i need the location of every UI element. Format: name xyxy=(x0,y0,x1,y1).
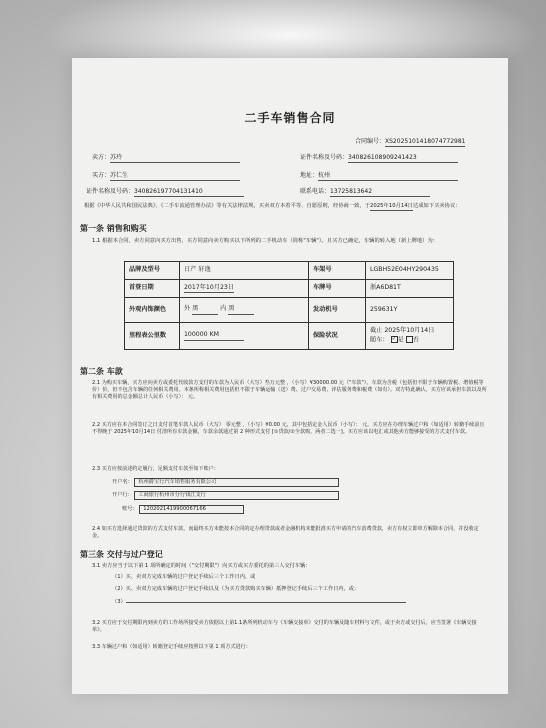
reg-date-value: 2017年10月23日 xyxy=(184,284,234,293)
mileage-value: 100000 KM xyxy=(184,331,244,340)
clause-3-1-c-blank[interactable] xyxy=(126,602,406,603)
insurance-label: 保险状况 xyxy=(309,323,366,350)
clause-3-1-c xyxy=(112,599,406,606)
color-label: 外观内饰颜色 xyxy=(125,298,180,323)
address-label: 地址： xyxy=(300,172,319,179)
buyer-id-value: 340826197704131410 xyxy=(134,188,244,197)
sign-date: 2025年10月14日 xyxy=(370,203,413,211)
inner-color: 黑 xyxy=(228,305,254,314)
vin-value: LGBH52E04HY290435 xyxy=(366,262,454,280)
bank-branch-row xyxy=(112,491,339,500)
reg-date-cell xyxy=(180,280,309,298)
clause-3-3: 3.3 车辆过户和（如适用）转籍登记手续应按照以下第 1 项方式进行： xyxy=(92,644,251,650)
clause-3-1-a: （1）买、卖双方完成车辆的过户登记手续后三个工作日内，或 xyxy=(112,574,256,580)
clause-1-1: 1.1 根据本合同，卖方同意向买方出售、买方同意向卖方购买以下所列的二手机动车（简称"车辆"）。且买方已确定，车辆的转入地（新上牌地）为： xyxy=(92,238,439,244)
insurance-cell xyxy=(366,323,454,350)
follow-yes-checkbox[interactable]: ✓ xyxy=(391,335,397,342)
clause-2-4: 2.4 如买方选择通过贷款的方式支付车款，而最终买方未能按本合同的定办理贷款或者金融机构未能批准买方申请的汽车消费贷款，卖方有权立即单方解除本合同，并没收定金。 xyxy=(92,526,479,539)
phone-row xyxy=(300,188,430,197)
seller-id-value: 340826108909241423 xyxy=(348,154,458,163)
contract-number-label: 合同编号： xyxy=(355,138,386,145)
seller-id-label: 证件名称及号码： xyxy=(300,154,349,161)
bank-holder-row xyxy=(112,478,339,487)
follow-yes-label: 是 xyxy=(397,336,404,344)
outer-label: 外 xyxy=(184,305,191,313)
buyer-name: 苏仁生 xyxy=(110,172,240,181)
plate-value: 浙A6D81T xyxy=(366,280,454,298)
bank-branch-value: 工商银行杭州市分行钱江支行 xyxy=(134,491,339,500)
engine-value: 259631Y xyxy=(366,298,454,323)
buyer-label: 买方： xyxy=(92,172,111,179)
seller-row xyxy=(92,154,240,163)
bank-branch-label: 开户行： xyxy=(112,492,133,498)
intro-tail: 达成如下买卖协议： xyxy=(412,203,461,209)
contract-number-value: XS2025101418074772981 xyxy=(385,138,465,147)
clause-2-2: 2.2 买方应在本合同签订之日支付首笔车款人民币（大写） 零元整 ，（小写）¥0.00 元，其中包括定金人民币（小写）： 元。买方应在办理车辆过户和（如适用）转籍手续前且不得晚于 2025年10月14日 付清所有车款金额，车款余款通过第 2 种形式支付 [①贷款/②全款购，两者二选一]。买方应该以电汇或其他卖方能够接受的方式支付车款。 xyxy=(92,422,485,435)
buyer-id-row xyxy=(86,188,244,197)
address-value: 杭州 xyxy=(318,172,458,181)
phone-label: 联系电话： xyxy=(300,188,331,195)
plate-label: 车牌号 xyxy=(309,280,366,298)
color-cell xyxy=(180,298,309,323)
buyer-id-label: 证件名称及号码： xyxy=(86,188,135,195)
intro-paragraph xyxy=(84,203,484,211)
clause-3-1: 3.1 卖方应当于以下第 1 项所确定的时间（"交付期限"）向买方或买方委托的第三人交付车辆： xyxy=(92,563,311,569)
mileage-cell xyxy=(180,323,309,350)
engine-label: 发动机号 xyxy=(309,298,366,323)
intro-text: 根据《中华人民共和国民法典》、《二手车流通管理办法》等有关法律法规，买卖双方本着平等、自愿原则，经协商一致，于 xyxy=(84,203,371,209)
clause-2-1: 2.1 为购买车辆，买方应向卖方或委托代收款方支付的车款为人民币（大写）叁万元整 ，（小写）¥30000.00 元（"车款"）。车款为含税（包括但不限于车辆购置税、增值税等价）价，但不包含车辆的任何相关费用。本条所称相关费用包括但不限于车辆运输（送）费、过户交易费、评估服务费和税费（如有）。双方特此确认，买方应该承担车款以及所有相关费用的总金额总计人民币（小写）： 元。 xyxy=(92,380,487,400)
section-3-title: 第三条 交付与过户登记 xyxy=(80,550,163,559)
section-1-title: 第一条 销售和购买 xyxy=(80,224,147,233)
reg-date-label: 首登日期 xyxy=(125,280,180,298)
buyer-row xyxy=(92,172,240,181)
vin-label: 车架号 xyxy=(309,262,366,280)
follow-no-label: 否 xyxy=(412,336,419,344)
seller-id-row xyxy=(300,154,458,163)
follow-no-checkbox[interactable] xyxy=(406,336,413,343)
document-title: 二手车销售合同 xyxy=(244,111,336,125)
bank-account-row xyxy=(122,505,244,514)
bank-holder-label: 开户名： xyxy=(112,479,133,485)
seller-name: 苏玲 xyxy=(110,154,240,163)
follow-row xyxy=(370,336,449,345)
contract-document xyxy=(72,58,508,694)
bank-holder-value: 杭州爵宝行汽车销售服务有限公司 xyxy=(134,478,339,487)
follow-label: 随车： xyxy=(370,336,389,344)
bank-account-label: 账号： xyxy=(122,506,138,512)
mileage-label: 里程表公里数 xyxy=(125,323,180,350)
inner-label: 内 xyxy=(220,305,227,313)
bank-account-value: 1202021419900067166 xyxy=(139,505,244,514)
vehicle-info-table xyxy=(124,261,454,350)
section-2-title: 第二条 车款 xyxy=(80,367,123,376)
outer-color: 黑 xyxy=(192,305,218,314)
seller-label: 卖方： xyxy=(92,154,111,161)
clause-3-1-b: （2）买、卖双方完成车辆的过户登记手续以及（为买方贷款购买车辆）抵押登记手续后三个工作日内，或： xyxy=(112,586,360,592)
clause-3-2: 3.2 买方应于交付期限内到卖方的工作场所接受卖方依据以上第1.1条所列机动车与《车辆交接单》交付的车辆及随车材料与文件，或于卖方或交付后，应当签署《车辆交接单》。 xyxy=(92,620,477,633)
clause-2-3: 2.3 买方应按前述约定履行，足额支付车款至如下账户： xyxy=(92,466,219,472)
brand-value: 日产 轩逸 xyxy=(180,262,309,280)
insurance-date: 截止 2025年10月14日 xyxy=(370,327,435,335)
address-row xyxy=(300,172,458,181)
contract-number xyxy=(355,138,465,147)
brand-label: 品牌及型号 xyxy=(125,262,180,280)
clause-3-1-c-label: （3） xyxy=(112,599,126,605)
phone-value: 13725813642 xyxy=(330,188,430,197)
